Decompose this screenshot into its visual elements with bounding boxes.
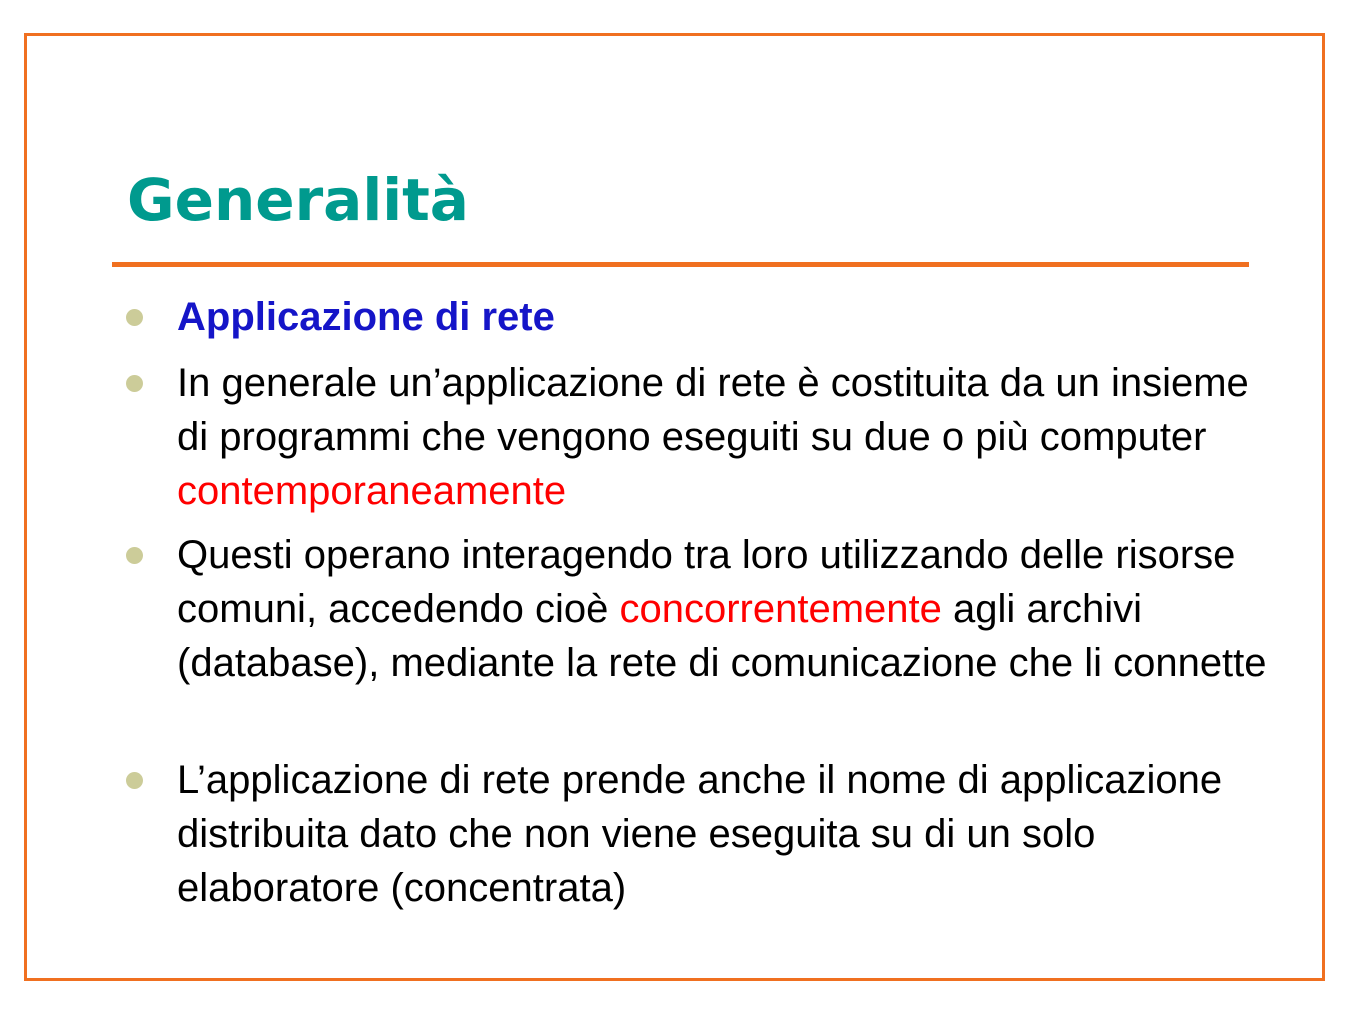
bullet-item-distributed [177,753,1287,915]
bullet-text-after: agli archivi (database), mediante la rete di comunicazione che li connette [177,587,1267,685]
bullet-highlight: contemporaneamente [177,469,567,513]
bullet-item-heading [177,290,1287,344]
bullet-item-definition [177,356,1287,518]
bullet-dot-icon [126,375,143,392]
bullet-dot-icon [126,547,143,564]
bullet-text: In generale un’applicazione di rete è costituita da un insieme di programmi che vengono eseguiti su due o più computer [177,361,1249,459]
bullet-heading-text: Applicazione di rete [177,295,555,339]
bullet-highlight: concorrentemente [619,587,942,631]
bullet-text: L’applicazione di rete prende anche il nome di applicazione distribuita dato che non viene eseguita su di un solo elaboratore (concentrata) [177,758,1223,910]
bullet-dot-icon [126,309,143,326]
bullet-text: Questi operano interagendo tra loro utilizzando delle risorse comuni, accedendo cioè [177,533,1236,631]
bullet-item-interaction [177,528,1287,690]
slide-title: Generalità [127,166,469,234]
bullet-dot-icon [126,772,143,789]
title-divider [112,262,1249,267]
